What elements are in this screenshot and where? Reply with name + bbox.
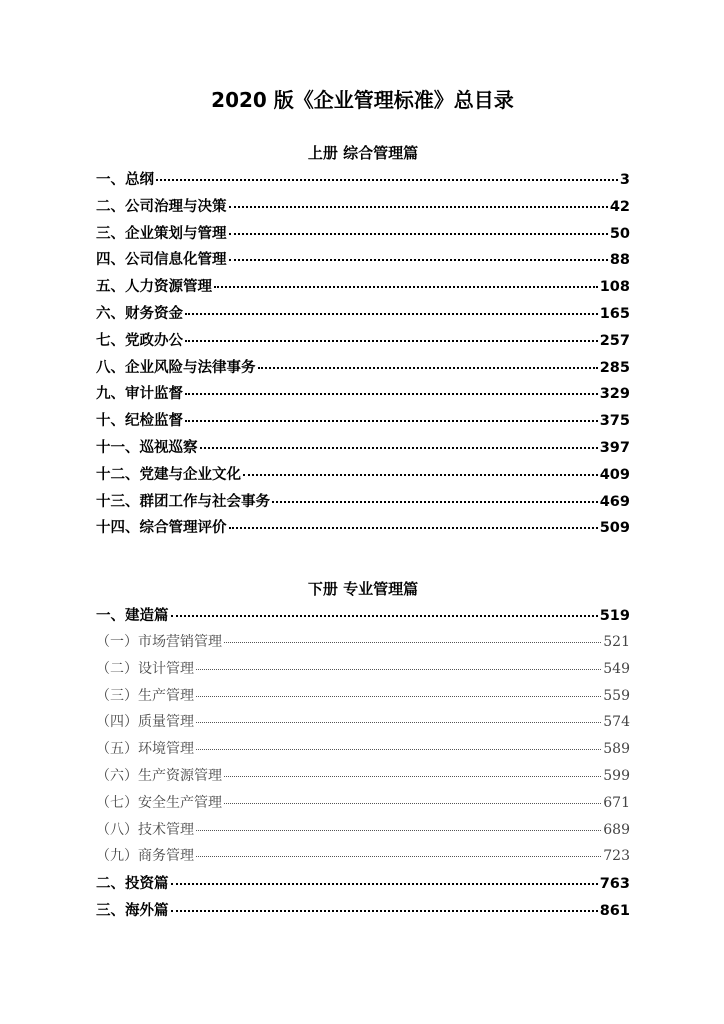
toc-entry-page-number: 50	[609, 225, 630, 242]
toc-entry[interactable]	[96, 765, 630, 792]
toc-entry-page-number: 549	[603, 660, 630, 677]
toc-dot-leader	[224, 803, 601, 804]
toc-dot-leader	[171, 883, 598, 885]
toc-entry[interactable]	[96, 382, 630, 409]
toc-dot-leader	[196, 669, 601, 670]
toc-entry-page-number: 329	[599, 386, 630, 403]
toc-entry-label: （二）设计管理	[96, 660, 194, 677]
toc-entry-label: （一）市场营销管理	[96, 633, 222, 650]
toc-entry[interactable]	[96, 845, 630, 872]
toc-dot-leader	[229, 527, 598, 529]
toc-entry-label: 二、投资篇	[96, 876, 169, 893]
volume2-toc-list	[96, 604, 630, 926]
toc-entry-page-number: 397	[599, 439, 630, 456]
toc-entry-page-number: 589	[603, 741, 630, 758]
toc-dot-leader	[272, 501, 598, 503]
toc-entry[interactable]	[96, 604, 630, 631]
toc-entry-label: 七、党政办公	[96, 332, 183, 349]
toc-entry-page-number: 689	[603, 821, 630, 838]
toc-dot-leader	[229, 233, 608, 235]
toc-entry-page-number: 574	[603, 714, 630, 731]
toc-entry-page-number: 375	[599, 413, 630, 430]
toc-entry[interactable]	[96, 738, 630, 765]
toc-entry-page-number: 723	[603, 848, 630, 865]
volume2-heading: 下册 专业管理篇	[307, 580, 419, 599]
toc-entry-label: （五）环境管理	[96, 741, 194, 758]
toc-dot-leader	[229, 206, 608, 208]
toc-entry-label: 二、公司治理与决策	[96, 198, 227, 215]
toc-dot-leader	[185, 340, 598, 342]
toc-dot-leader	[171, 615, 598, 617]
toc-entry[interactable]	[96, 222, 630, 249]
toc-entry[interactable]	[96, 658, 630, 685]
toc-entry-label: 十四、综合管理评价	[96, 520, 227, 537]
toc-entry-label: （七）安全生产管理	[96, 794, 222, 811]
toc-entry-label: 三、企业策划与管理	[96, 225, 227, 242]
toc-entry[interactable]	[96, 409, 630, 436]
toc-entry-label: 六、财务资金	[96, 305, 183, 322]
toc-entry-page-number: 42	[609, 198, 630, 215]
toc-dot-leader	[224, 642, 601, 643]
toc-entry-page-number: 3	[619, 172, 630, 188]
toc-dot-leader	[196, 696, 601, 697]
toc-dot-leader	[243, 474, 598, 476]
toc-entry-page-number: 599	[603, 767, 630, 784]
toc-entry-label: 一、总纲	[96, 172, 154, 188]
toc-dot-leader	[171, 910, 598, 912]
toc-entry[interactable]	[96, 490, 630, 517]
toc-entry[interactable]	[96, 516, 630, 543]
toc-entry-page-number: 257	[599, 332, 630, 349]
toc-entry[interactable]	[96, 711, 630, 738]
toc-entry[interactable]	[96, 792, 630, 819]
toc-dot-leader	[196, 722, 601, 723]
toc-entry-label: 四、公司信息化管理	[96, 252, 227, 269]
toc-dot-leader	[224, 776, 601, 777]
toc-entry[interactable]	[96, 168, 630, 195]
toc-entry-label: （九）商务管理	[96, 848, 194, 865]
volume1-heading: 上册 综合管理篇	[307, 144, 419, 162]
toc-entry-page-number: 519	[599, 608, 630, 625]
toc-entry-label: （八）技术管理	[96, 821, 194, 838]
toc-entry[interactable]	[96, 356, 630, 383]
volume1-toc-list	[96, 168, 630, 543]
toc-entry-label: 十一、巡视巡察	[96, 439, 198, 456]
toc-dot-leader	[214, 286, 598, 288]
toc-dot-leader	[156, 179, 618, 181]
toc-entry-page-number: 285	[599, 359, 630, 376]
toc-entry-page-number: 409	[599, 466, 630, 483]
toc-entry-label: 三、海外篇	[96, 902, 169, 919]
toc-page	[96, 86, 630, 926]
toc-dot-leader	[196, 830, 601, 831]
toc-dot-leader	[185, 393, 598, 395]
toc-dot-leader	[196, 749, 601, 750]
toc-entry-label: 八、企业风险与法律事务	[96, 359, 256, 376]
toc-entry-page-number: 671	[603, 794, 630, 811]
toc-entry[interactable]	[96, 248, 630, 275]
toc-dot-leader	[196, 856, 601, 857]
document-title: 2020 版《企业管理标准》总目录	[211, 88, 514, 112]
toc-entry-label: 十二、党建与企业文化	[96, 466, 241, 483]
toc-entry-page-number: 108	[599, 279, 630, 296]
toc-entry-page-number: 861	[599, 902, 630, 919]
toc-entry[interactable]	[96, 436, 630, 463]
toc-entry-label: 一、建造篇	[96, 608, 169, 625]
toc-entry-label: （四）质量管理	[96, 714, 194, 731]
toc-dot-leader	[229, 259, 608, 261]
toc-entry-page-number: 509	[599, 520, 630, 537]
toc-entry-label: 五、人力资源管理	[96, 279, 212, 296]
toc-entry-label: （六）生产资源管理	[96, 767, 222, 784]
toc-entry-label: 十、纪检监督	[96, 413, 183, 430]
toc-entry-page-number: 165	[599, 305, 630, 322]
toc-entry[interactable]	[96, 463, 630, 490]
toc-dot-leader	[185, 420, 598, 422]
toc-entry-page-number: 88	[609, 252, 630, 269]
toc-entry-label: （三）生产管理	[96, 687, 194, 704]
toc-dot-leader	[258, 367, 598, 369]
toc-entry-label: 九、审计监督	[96, 386, 183, 403]
toc-entry[interactable]	[96, 899, 630, 926]
toc-entry-page-number: 559	[603, 687, 630, 704]
toc-dot-leader	[200, 447, 598, 449]
toc-entry-page-number: 469	[599, 493, 630, 510]
toc-entry[interactable]	[96, 819, 630, 846]
toc-entry[interactable]	[96, 275, 630, 302]
toc-dot-leader	[185, 313, 598, 315]
toc-entry-page-number: 763	[599, 876, 630, 893]
toc-entry[interactable]	[96, 302, 630, 329]
toc-entry[interactable]	[96, 685, 630, 712]
toc-entry[interactable]	[96, 631, 630, 658]
toc-entry[interactable]	[96, 195, 630, 222]
toc-entry-page-number: 521	[603, 633, 630, 650]
toc-entry-label: 十三、群团工作与社会事务	[96, 493, 270, 510]
toc-entry[interactable]	[96, 872, 630, 899]
toc-entry[interactable]	[96, 329, 630, 356]
